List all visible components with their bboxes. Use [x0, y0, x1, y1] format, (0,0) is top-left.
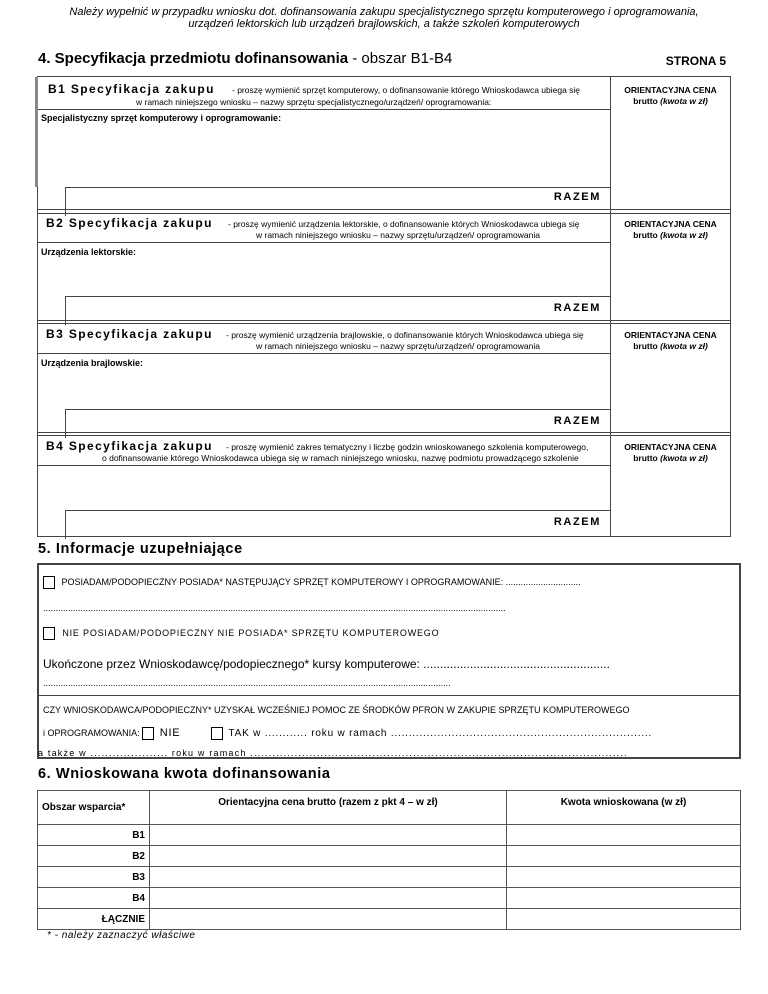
- cena-cell[interactable]: [150, 825, 507, 846]
- b3-price-label: [610, 330, 731, 352]
- b4-title: B4 Specyfikacja zakupu: [46, 439, 213, 453]
- row-label: ŁĄCZNIE: [38, 909, 150, 930]
- tak-checkbox[interactable]: [211, 727, 223, 740]
- kwota-cell[interactable]: [507, 909, 741, 930]
- b4-description-field[interactable]: [38, 466, 610, 510]
- kwota-table: [37, 790, 741, 930]
- kwota-cell[interactable]: [507, 846, 741, 867]
- b1-desc2: w ramach niniejszego wniosku – nazwy sprzętu specjalistycznego/urządzeń/ oprogramowania:: [136, 97, 492, 107]
- price-label-line2: brutto: [633, 96, 658, 106]
- section6-title: 6. Wnioskowana kwota dofinansowania: [38, 766, 331, 782]
- dots-line-1: .........................................................................................................................................................................................: [43, 603, 506, 613]
- price-label-line1: ORIENTACYJNA CENA: [624, 442, 717, 452]
- posiadam-checkbox[interactable]: [43, 576, 55, 589]
- b2-desc2: w ramach niniejszego wniosku – nazwy sprzętu/urządzeń/ oprogramowania: [256, 230, 540, 240]
- kwota-cell[interactable]: [507, 825, 741, 846]
- section4-title: [38, 50, 452, 67]
- price-label-line2: brutto: [633, 341, 658, 351]
- b2-price-label: [610, 219, 731, 241]
- b4-desc1: - proszę wymienić zakres tematyczny i liczbę godzin wnioskowanego szkolenia komputerowego,: [226, 442, 589, 452]
- b1-desc1: - proszę wymienić sprzęt komputerowy, o dofinansowanie którego Wnioskodawca ubiega się: [232, 85, 581, 95]
- cena-cell[interactable]: [150, 909, 507, 930]
- price-label-line3: (kwota w zł): [660, 96, 708, 106]
- b4-section: [37, 432, 731, 537]
- tak-label: TAK w ............ roku w ramach .........................................................................: [228, 728, 653, 739]
- i-oprog-label: i OPROGRAMOWANIA:: [43, 728, 140, 738]
- row-label: B2: [38, 846, 150, 867]
- nie-label: NIE: [159, 727, 181, 739]
- b4-price-label: [610, 442, 731, 464]
- col-obszar: Obszar wsparcia*: [38, 791, 150, 825]
- dots-line-2: ...................................................................................................................................................................: [43, 678, 451, 688]
- price-label-line1: ORIENTACYJNA CENA: [624, 219, 717, 229]
- footnote: * - należy zaznaczyć właściwe: [47, 930, 196, 941]
- b2-razem: RAZEM: [553, 302, 601, 314]
- b1-razem: RAZEM: [553, 191, 601, 203]
- info-box: [37, 563, 741, 759]
- header-note-line1: Należy wypełnić w przypadku wniosku dot. dofinansowania zakupu specjalistycznego sprzętu komputerowego i oprogramowania,: [69, 6, 699, 18]
- price-label-line3: (kwota w zł): [660, 341, 708, 351]
- price-label-line1: ORIENTACYJNA CENA: [624, 85, 717, 95]
- row-label: B3: [38, 867, 150, 888]
- b4-razem: RAZEM: [553, 516, 601, 528]
- b1-price-field[interactable]: [611, 109, 731, 214]
- b3-razem: RAZEM: [553, 415, 601, 427]
- header-note: [0, 6, 768, 30]
- page-number: STRONA 5: [665, 54, 726, 68]
- kursy-label: Ukończone przez Wnioskodawcę/podopiecznego* kursy komputerowe: ........................................................: [43, 657, 610, 671]
- price-label-line1: ORIENTACYJNA CENA: [624, 330, 717, 340]
- b2-subtitle: Urządzenia lektorskie:: [41, 247, 137, 257]
- cena-cell[interactable]: [150, 846, 507, 867]
- col-cena: Orientacyjna cena brutto (razem z pkt 4 – w zł): [150, 791, 507, 825]
- price-label-line2: brutto: [633, 453, 658, 463]
- b1-section: [37, 76, 731, 214]
- b4-desc2: o dofinansowanie którego Wnioskodawca ubiega się w ramach niniejszego wniosku, nazwę podmiotu prowadzącego szkolenie: [102, 453, 579, 463]
- b3-price-field[interactable]: [611, 353, 731, 436]
- price-label-line2: brutto: [633, 230, 658, 240]
- price-label-line3: (kwota w zł): [660, 453, 708, 463]
- row-label: B4: [38, 888, 150, 909]
- section4-title-text: 4. Specyfikacja przedmiotu dofinansowania: [38, 50, 349, 67]
- b1-price-label: [610, 85, 731, 107]
- b1-subtitle: Specjalistyczny sprzęt komputerowy i oprogramowanie:: [41, 113, 282, 123]
- nie-checkbox[interactable]: [142, 727, 154, 740]
- b3-desc1: - proszę wymienić urządzenia brajlowskie, o dofinansowanie których Wnioskodawca ubiega się: [226, 330, 584, 340]
- cena-cell[interactable]: [150, 867, 507, 888]
- b3-subtitle: Urządzenia brajlowskie:: [41, 358, 144, 368]
- b2-section: [37, 209, 731, 324]
- price-label-line3: (kwota w zł): [660, 230, 708, 240]
- col-kwota: Kwota wnioskowana (w zł): [507, 791, 741, 825]
- b3-title: B3 Specyfikacja zakupu: [46, 327, 213, 341]
- kwota-cell[interactable]: [507, 867, 741, 888]
- cena-cell[interactable]: [150, 888, 507, 909]
- b3-section: [37, 320, 731, 436]
- pomoc-question: CZY WNIOSKODAWCA/PODOPIECZNY* UZYSKAŁ WCZEŚNIEJ POMOC ZE ŚRODKÓW PFRON W ZAKUPIE SPRZĘTU KOMPUTEROWEGO: [43, 705, 630, 715]
- a-takze-line: a także w ..................... roku w ramach ......................................................................................................: [38, 748, 628, 758]
- b3-desc2: w ramach niniejszego wniosku – nazwy sprzętu/urządzeń/ oprogramowania: [256, 341, 540, 351]
- kwota-cell[interactable]: [507, 888, 741, 909]
- b2-title: B2 Specyfikacja zakupu: [46, 216, 213, 230]
- section4-area: - obszar B1-B4: [348, 50, 453, 67]
- section5-title: 5. Informacje uzupełniające: [38, 541, 243, 557]
- b1-title: B1 Specyfikacja zakupu: [48, 82, 215, 96]
- b4-price-field[interactable]: [611, 465, 731, 537]
- header-note-line2: urządzeń lektorskich lub urządzeń brajlowskich, a także szkoleń komputerowych: [188, 18, 580, 30]
- posiadam-label: POSIADAM/PODOPIECZNY POSIADA* NASTĘPUJĄCY SPRZĘT KOMPUTEROWY I OPROGRAMOWANIE: ..............................: [61, 576, 581, 587]
- row-label: B1: [38, 825, 150, 846]
- nie-posiadam-label: NIE POSIADAM/PODOPIECZNY NIE POSIADA* SPRZĘTU KOMPUTEROWEGO: [62, 627, 440, 638]
- b2-price-field[interactable]: [611, 242, 731, 324]
- b2-desc1: - proszę wymienić urządzenia lektorskie, o dofinansowanie których Wnioskodawca ubiega się: [228, 219, 580, 229]
- nie-posiadam-checkbox[interactable]: [43, 627, 55, 640]
